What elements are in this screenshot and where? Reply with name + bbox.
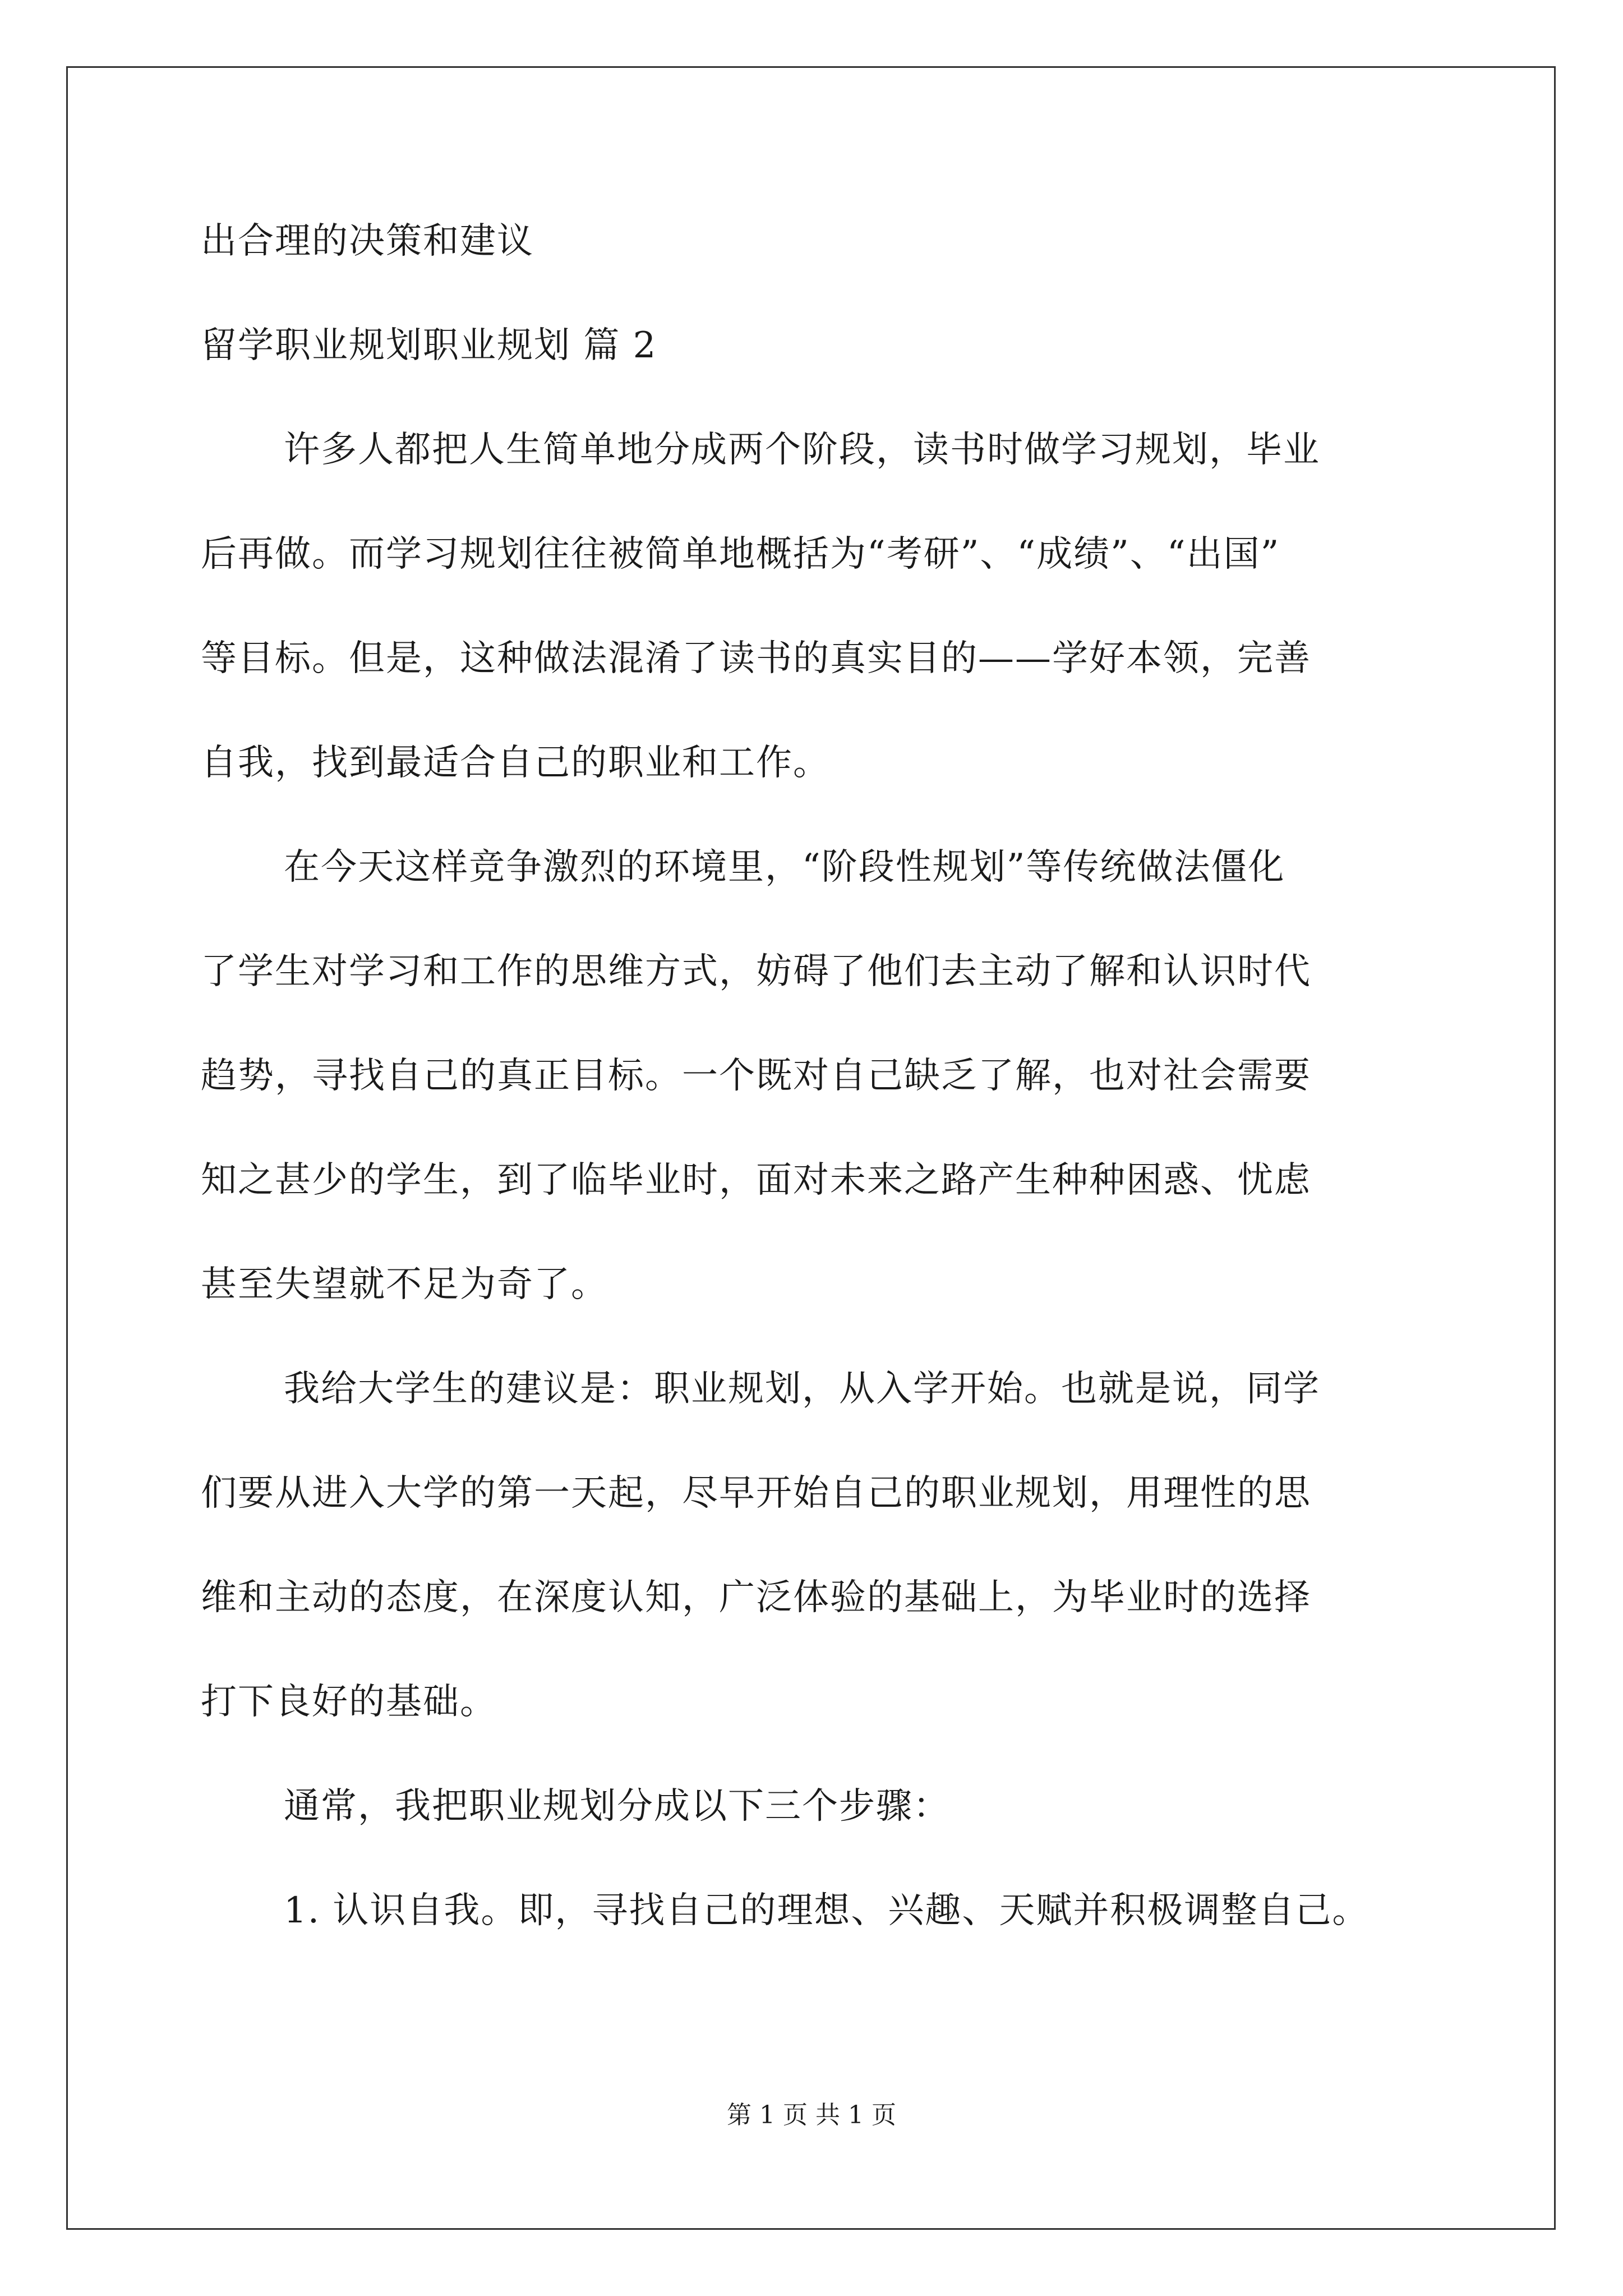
paragraph-line: 许多人都把人生简单地分成两个阶段，读书时做学习规划，毕业 <box>284 429 1320 471</box>
paragraph-line: 在今天这样竞争激烈的环境里，“阶段性规划”等传统做法僵化 <box>284 846 1285 888</box>
paragraph-line: 通常，我把职业规划分成以下三个步骤： <box>284 1786 950 1827</box>
paragraph-line: 后再做。而学习规划往往被简单地概括为“考研”、“成绩”、“出国” <box>201 533 1280 575</box>
paragraph-2 <box>201 841 1446 1310</box>
paragraph-3 <box>201 1363 1446 1728</box>
paragraph-line: 趋势，寻找自己的真正目标。一个既对自己缺乏了解，也对社会需要 <box>201 1055 1311 1097</box>
paragraph-line: 等目标。但是，这种做法混淆了读书的真实目的——学好本领，完善 <box>201 638 1311 679</box>
paragraph-line: 1. 认识自我。即，寻找自己的理想、兴趣、天赋并积极调整自己。 <box>284 1890 1370 1931</box>
paragraph-line: 甚至失望就不足为奇了。 <box>201 1264 608 1305</box>
paragraph-line: 们要从进入大学的第一天起，尽早开始自己的职业规划，用理性的思 <box>201 1473 1311 1514</box>
paragraph-line: 了学生对学习和工作的思维方式，妨碍了他们去主动了解和认识时代 <box>201 951 1311 992</box>
heading-continued: 出合理的决策和建议 <box>201 220 534 262</box>
paragraph-4 <box>201 1780 1446 1832</box>
page-footer: 第 1 页 共 1 页 <box>727 2101 896 2129</box>
section-title: 留学职业规划职业规划 篇 2 <box>201 325 657 366</box>
paragraph-line: 自我，找到最适合自己的职业和工作。 <box>201 742 830 784</box>
document-body <box>201 215 1446 1936</box>
paragraph-line: 打下良好的基础。 <box>201 1681 497 1723</box>
paragraph-5 <box>201 1885 1446 1936</box>
paragraph-line: 维和主动的态度，在深度认知，广泛体验的基础上，为毕业时的选择 <box>201 1577 1311 1618</box>
paragraph-line: 我给大学生的建议是：职业规划，从入学开始。也就是说，同学 <box>284 1368 1320 1410</box>
paragraph-1 <box>201 424 1446 789</box>
paragraph-line: 知之甚少的学生，到了临毕业时，面对未来之路产生种种困惑、忧虑 <box>201 1159 1311 1201</box>
